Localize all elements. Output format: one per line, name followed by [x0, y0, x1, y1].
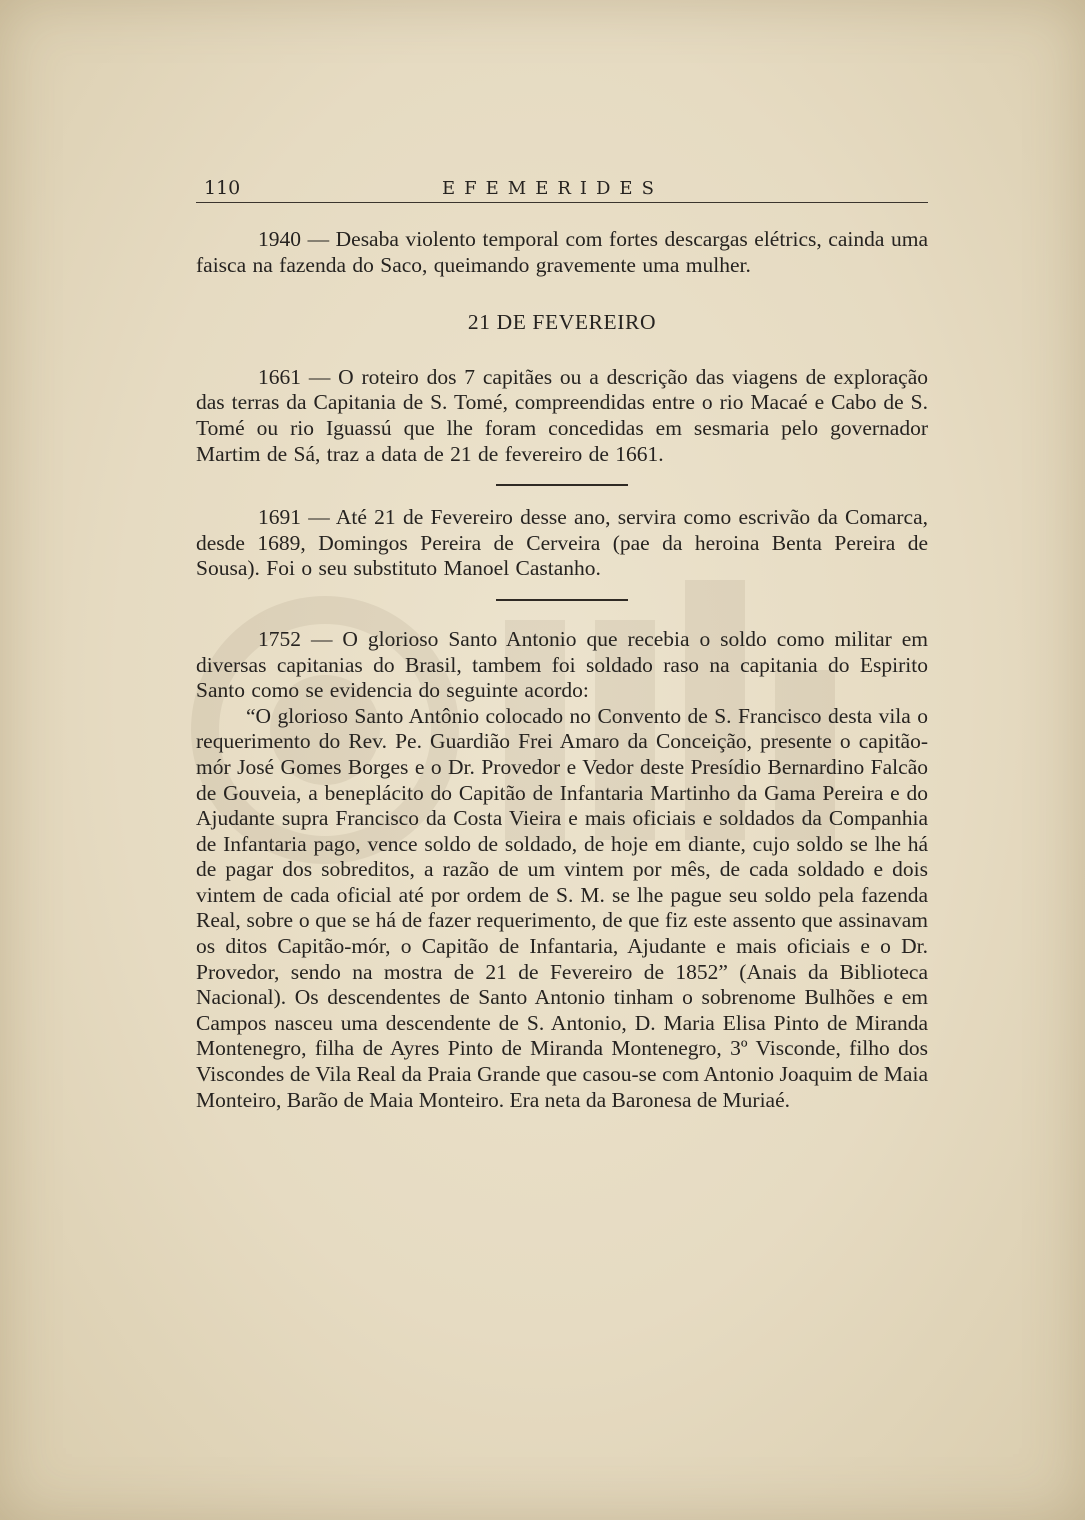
- page-number: 110: [204, 177, 241, 199]
- running-title: EFEMERIDES: [442, 178, 663, 199]
- quoted-record: “O glorioso Santo Antônio colocado no Convento de S. Francisco desta vila o requerimento do Rev. Pe. Guardião Frei Amaro da Conceição, presente o capitão-mór José Gomes Borges e o Dr. Provedor e Vedor deste Presídio Bernardino Falcão de Gouveia, a beneplácito do Capitão de Infantaria Martinho da Gama Pereira e do Ajudante supra Francisco da Costa Vieira e mais oficiais e soldados da Companhia de Infantaria pago, vence soldo de soldado, de hoje em diante, cujo soldo se lhe há de pagar dos sobreditos, a razão de um vintem por mês, de cada soldado e dois vintem de cada oficial até por ordem de S. M. se lhe pague seu soldo pela fazenda Real, sobre o que se há de fazer requerimento, de que fiz este assento que assinavam os ditos Capitão-mór, o Capitão de Infantaria, Ajudante e mais oficiais e o Dr. Provedor, sendo na mostra de 21 de Fevereiro de 1852” (Anais da Biblioteca Nacional). Os descendentes de Santo Antonio tinham o sobrenome Bulhões e em Campos nasceu uma descendente de S. Antonio, D. Maria Elisa Pinto de Miranda Montenegro, filha de Ayres Pinto de Miranda Montenegro, 3º Visconde, filho dos Viscondes de Vila Real da Praia Grande que casou-se com Antonio Joaquim de Maia Monteiro, Barão de Maia Monteiro. Era neta da Baronesa de Muriaé.: [196, 703, 928, 1112]
- page-header: [196, 170, 928, 203]
- entry-1940: 1940 — Desaba violento temporal com fortes descargas elétrics, cainda uma faisca na fazenda do Saco, queimando gravemente uma mulher.: [196, 227, 928, 277]
- page-content: [196, 170, 928, 1113]
- section-divider: [496, 484, 628, 486]
- entry-1661: 1661 — O roteiro dos 7 capitães ou a descrição das viagens de exploração das terras da Capitania de S. Tomé, compreendidas entre o rio Macaé e Cabo de S. Tomé ou rio Iguassú que lhe foram concedidas em sesmaria pelo governador Martim de Sá, traz a data de 21 de fevereiro de 1661.: [196, 364, 928, 466]
- entry-1752: 1752 — O glorioso Santo Antonio que recebia o soldo como militar em diversas capitanias do Brasil, tambem foi soldado raso na capitania do Espirito Santo como se evidencia do seguinte acordo:: [196, 626, 928, 703]
- entry-1691: 1691 — Até 21 de Fevereiro desse ano, servira como escrivão da Comarca, desde 1689, Domingos Pereira de Cerveira (pae da heroina Benta Pereira de Sousa). Foi o seu substituto Manoel Castanho.: [196, 505, 928, 581]
- section-divider: [496, 599, 628, 601]
- date-heading: 21 DE FEVEREIRO: [467, 310, 657, 335]
